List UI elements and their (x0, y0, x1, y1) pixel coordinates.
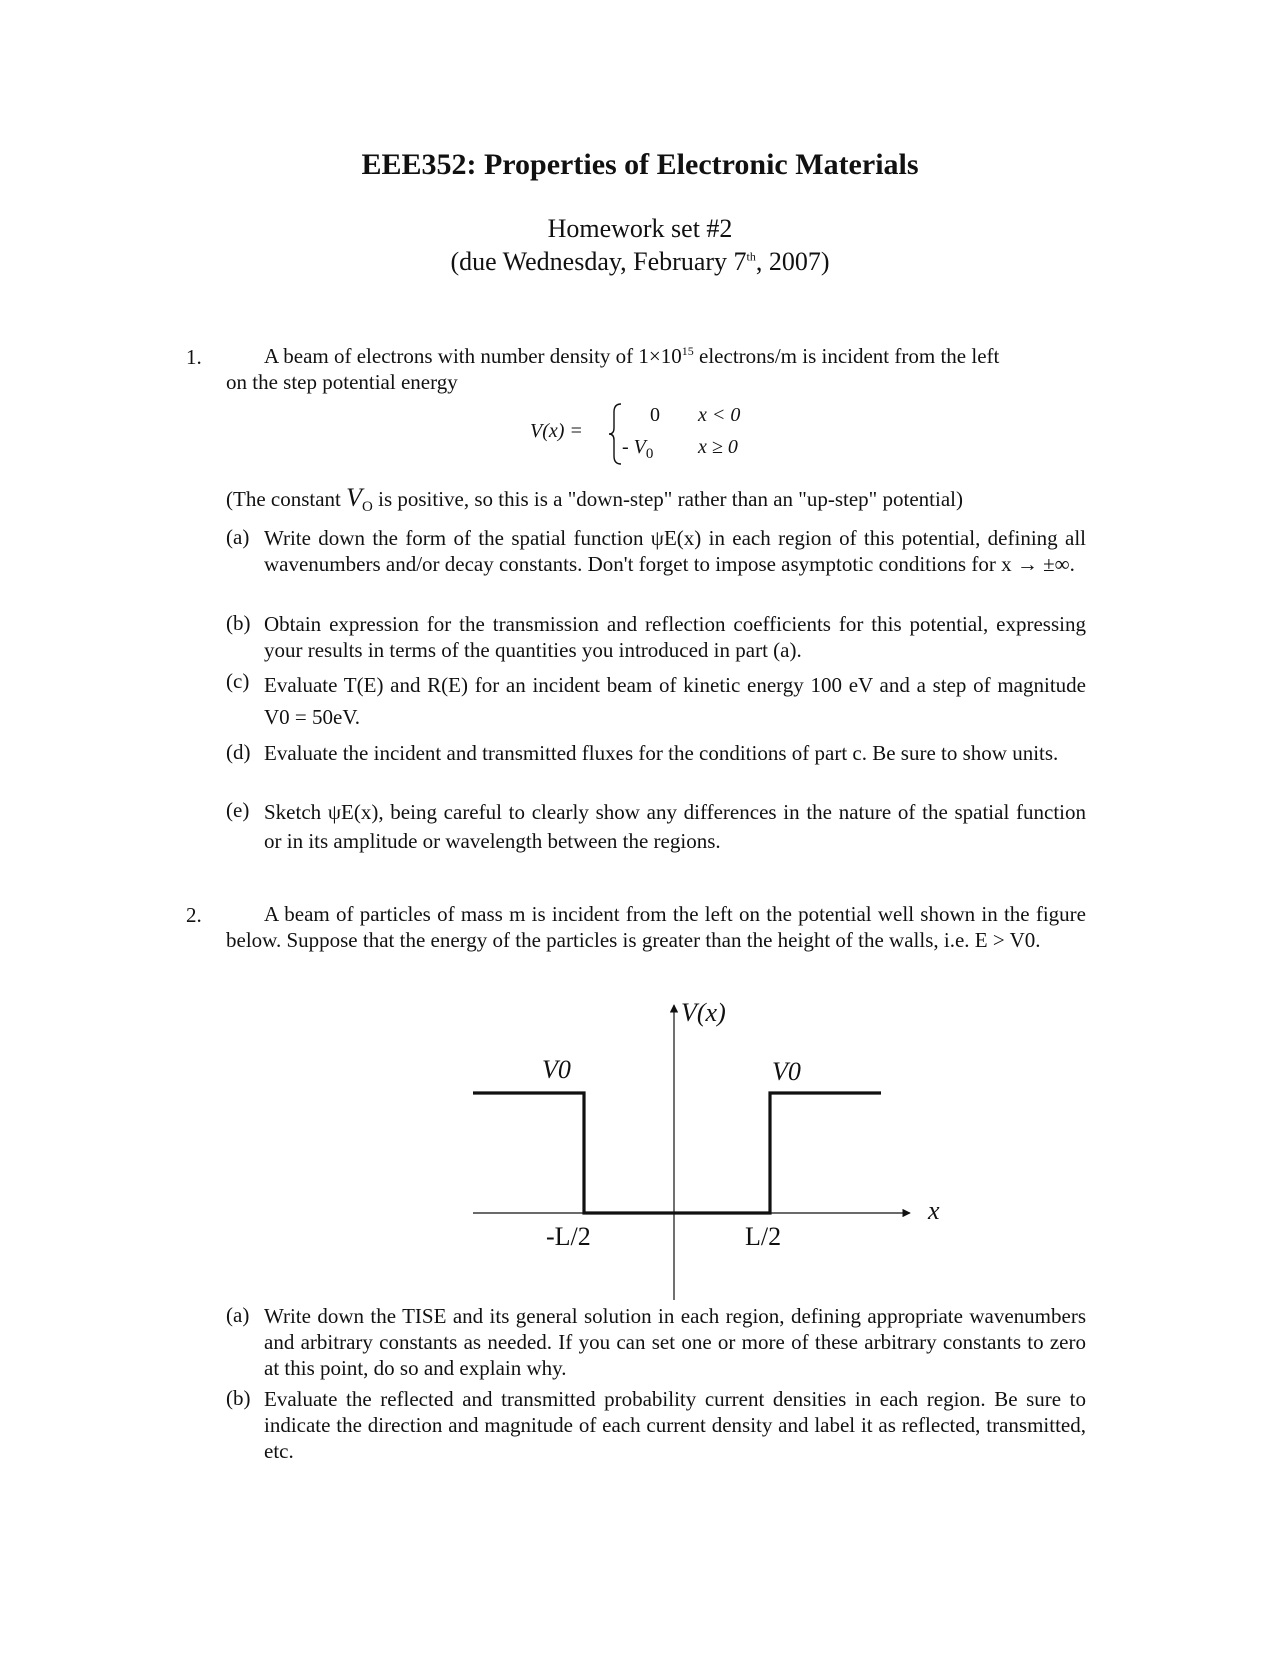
due-date-post: , 2007) (755, 247, 830, 276)
y-axis-label: V(x) (681, 998, 726, 1027)
q1-part-c-text: Evaluate T(E) and R(E) for an incident beam of kinetic energy 100 eV and a step of magnitude V0 = 50eV. (264, 673, 1086, 729)
due-date (0, 247, 1280, 277)
q1-part-e-label: (e) (226, 798, 250, 822)
q2-part-a-text: Write down the TISE and its general solution in each region, defining appropriate wavenumbers and arbitrary constants as needed. If you can set one or more of these arbitrary constants to zero at this point, do so and explain why. (264, 1304, 1086, 1380)
equation-lhs: V(x) = (530, 420, 583, 442)
due-date-pre: (due Wednesday, February 7 (450, 247, 747, 276)
potential-profile (473, 1093, 881, 1213)
q1-part-d-label: (d) (226, 740, 251, 764)
piecewise-equation (520, 400, 760, 470)
q1-note-b: is positive, so this is a "down-step" rather than an "up-step" potential) (372, 487, 963, 511)
equation-row2-value-text: - V (622, 436, 646, 458)
q1-part-a-text: Write down the form of the spatial function ψE(x) in each region of this potential, defining all wavenumbers and/or decay constants. Don't forget to impose asymptotic conditions for x → ±∞. (264, 526, 1086, 576)
due-date-sup: th (746, 249, 756, 264)
q1-part-a-label: (a) (226, 525, 250, 549)
left-edge-label: -L/2 (546, 1222, 591, 1251)
right-wall-label (772, 1057, 801, 1087)
question-1-number: 1. (186, 345, 202, 369)
q1-intro-exp: 15 (681, 344, 694, 358)
potential-well-figure (460, 995, 960, 1305)
q1-part-b-label: (b) (226, 611, 251, 635)
question-2-intro: A beam of particles of mass m is incident from the left on the potential well shown in the figure below. Suppose that the energy of the particles is greater than the height of the walls, i.e. E > V0. (226, 902, 1086, 952)
q1-intro-b: electrons/m is incident from the left (693, 344, 1000, 368)
x-axis-label: x (928, 1196, 940, 1225)
equation-row1-value: 0 (650, 404, 660, 426)
q1-part-c-label: (c) (226, 669, 250, 693)
equation-row2-condition: x ≥ 0 (698, 436, 738, 458)
q2-part-a-label: (a) (226, 1303, 250, 1327)
question-1-intro-line1 (264, 343, 1086, 369)
q1-part-b-text: Obtain expression for the transmission and reflection coefficients for this potential, expressing your results in terms of the quantities you introduced in part (a). (264, 612, 1086, 662)
equation-row2-value (622, 436, 654, 462)
left-wall-label (542, 1055, 571, 1085)
question-2-number: 2. (186, 903, 202, 927)
homework-subtitle: Homework set #2 (547, 214, 733, 243)
q1-note-symbol: V (346, 483, 363, 512)
q1-note-a: (The constant (226, 487, 347, 511)
right-wall-label-text: V0 (772, 1057, 801, 1086)
page-title: EEE352: Properties of Electronic Materials (361, 148, 919, 181)
q1-note-sub: O (362, 499, 373, 516)
question-1-note (226, 483, 1086, 516)
q1-part-e-text: Sketch ψE(x), being careful to clearly show any differences in the nature of the spatial function or in its amplitude or wavelength between the regions. (264, 800, 1086, 853)
q2-part-b-label: (b) (226, 1386, 251, 1410)
question-1-intro-line2: on the step potential energy (226, 370, 458, 394)
q1-intro-a: A beam of electrons with number density of 1×10 (264, 344, 682, 368)
left-wall-label-text: V0 (542, 1055, 571, 1084)
equation-row2-sub: 0 (645, 446, 654, 462)
q2-part-b-text: Evaluate the reflected and transmitted probability current densities in each region. Be sure to indicate the direction and magnitude of each current density and label it as reflected, transmitted, etc. (264, 1387, 1086, 1463)
equation-row1-condition: x < 0 (698, 404, 741, 426)
right-edge-label: L/2 (745, 1222, 782, 1251)
q1-part-d-text: Evaluate the incident and transmitted fluxes for the conditions of part c. Be sure to show units. (264, 741, 1059, 765)
